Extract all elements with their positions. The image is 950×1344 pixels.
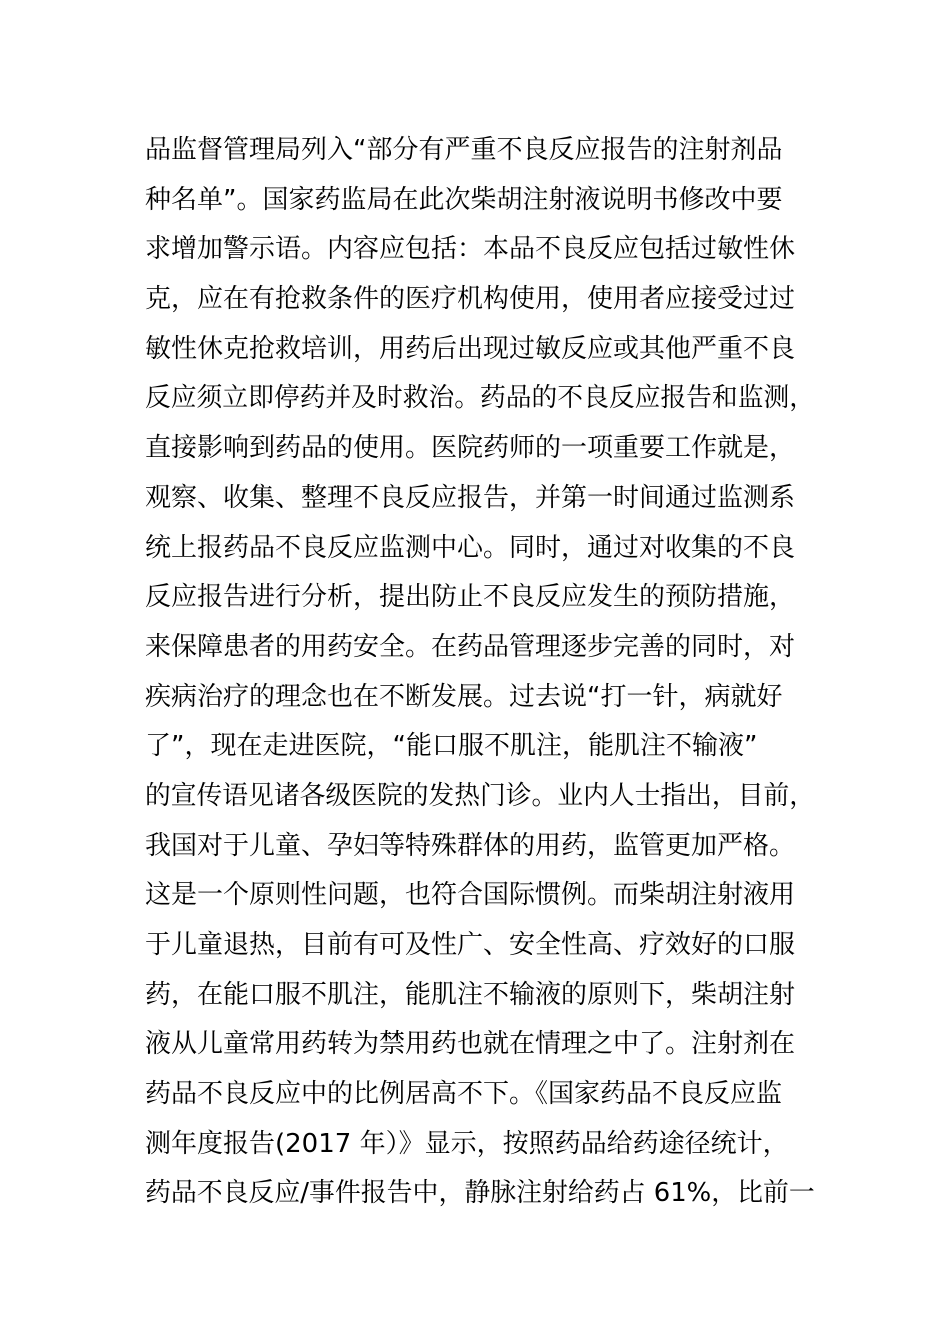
text-line: 反应须立即停药并及时救治。药品的不良反应报告和监测，	[145, 383, 816, 414]
text-line: 了”，现在走进医院，“能口服不肌注，能肌注不输液”	[145, 731, 758, 762]
text-line: 我国对于儿童、孕妇等特殊群体的用药，监管更加严格。	[145, 830, 796, 861]
text-line: 疾病治疗的理念也在不断发展。过去说“打一针，病就好	[145, 681, 783, 712]
body-text	[145, 126, 815, 1219]
text-line: 的宣传语见诸各级医院的发热门诊。业内人士指出，目前，	[145, 780, 816, 811]
text-line: 这是一个原则性问题，也符合国际惯例。而柴胡注射液用	[145, 880, 796, 911]
text-line: 来保障患者的用药安全。在药品管理逐步完善的同时，对	[145, 631, 796, 662]
text-line: 观察、收集、整理不良反应报告，并第一时间通过监测系	[145, 482, 796, 513]
text-line: 测年度报告(2017 年）》显示，按照药品给药途径统计，	[145, 1128, 789, 1159]
text-line: 反应报告进行分析，提出防止不良反应发生的预防措施，	[145, 582, 796, 613]
text-line: 种名单”。国家药监局在此次柴胡注射液说明书修改中要	[145, 184, 783, 215]
text-line: 品监督管理局列入“部分有严重不良反应报告的注射剂品	[145, 135, 783, 165]
text-line: 克，应在有抢救条件的医疗机构使用，使用者应接受过过	[145, 284, 796, 315]
text-line: 敏性休克抢救培训，用药后出现过敏反应或其他严重不良	[145, 333, 796, 364]
text-line: 液从儿童常用药转为禁用药也就在情理之中了。注射剂在	[145, 1029, 796, 1060]
text-line: 直接影响到药品的使用。医院药师的一项重要工作就是，	[145, 433, 796, 464]
text-line: 统上报药品不良反应监测中心。同时，通过对收集的不良	[145, 532, 796, 563]
text-line: 药品不良反应/事件报告中，静脉注射给药占 61%，比前一	[145, 1178, 815, 1209]
text-line: 求增加警示语。内容应包括：本品不良反应包括过敏性休	[145, 234, 796, 265]
text-line: 药品不良反应中的比例居高不下。《国家药品不良反应监	[145, 1079, 783, 1110]
text-line: 药，在能口服不肌注，能肌注不输液的原则下，柴胡注射	[145, 979, 796, 1010]
text-line: 于儿童退热，目前有可及性广、安全性高、疗效好的口服	[145, 930, 796, 960]
